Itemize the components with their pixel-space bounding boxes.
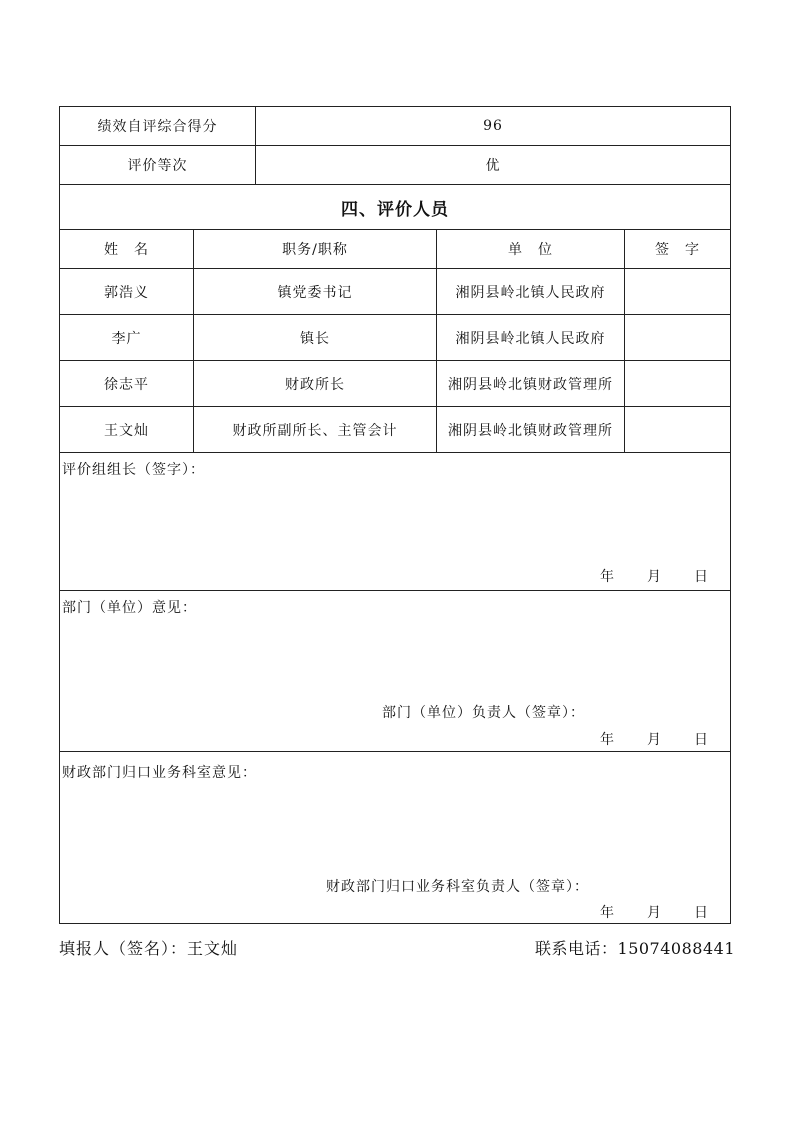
row-unit: 湘阴县岭北镇财政管理所 (448, 422, 613, 439)
score-label: 绩效自评综合得分 (97, 119, 218, 135)
row-name: 王文灿 (104, 422, 149, 439)
leader-date-day: 日 (694, 569, 708, 585)
leader-signature-label: 评价组组长（签字）： (62, 462, 205, 478)
header-unit: 单 位 (508, 242, 553, 258)
leader-date-year: 年 (600, 569, 614, 585)
finance-opinion-label: 财政部门归口业务科室意见： (62, 765, 257, 781)
header-name: 姓 名 (104, 242, 149, 258)
row-title: 财政所副所长、主管会计 (232, 422, 398, 439)
grade-label: 评价等次 (127, 158, 188, 174)
dept-date-month: 月 (647, 732, 661, 748)
finance-date-year: 年 (600, 905, 614, 921)
finance-signer-label: 财政部门归口业务科室负责人（签章）： (326, 879, 589, 895)
row-signature[interactable] (625, 361, 730, 406)
row-name: 徐志平 (104, 376, 149, 393)
header-signature: 签 字 (655, 242, 700, 258)
dept-date-year: 年 (600, 732, 614, 748)
dept-date-day: 日 (694, 732, 708, 748)
score-value: 96 (483, 118, 503, 134)
row-name: 李广 (111, 330, 142, 347)
contact-phone: 联系电话：15074088441 (535, 939, 735, 958)
filler-signature: 填报人（签名）：王文灿 (59, 939, 239, 958)
row-divider (59, 590, 731, 591)
row-unit: 湘阴县岭北镇人民政府 (455, 284, 606, 301)
row-signature[interactable] (625, 269, 730, 314)
row-signature[interactable] (625, 407, 730, 452)
row-divider (59, 751, 731, 752)
dept-opinion-label: 部门（单位）意见： (62, 600, 197, 616)
dept-signer-label: 部门（单位）负责人（签章）： (382, 705, 585, 721)
row-unit: 湘阴县岭北镇财政管理所 (448, 376, 613, 393)
row-title: 镇党委书记 (277, 284, 353, 301)
row-unit: 湘阴县岭北镇人民政府 (455, 330, 606, 347)
grade-value: 优 (485, 158, 501, 174)
leader-date-month: 月 (647, 569, 661, 585)
row-title: 财政所长 (285, 376, 345, 393)
finance-date-month: 月 (647, 905, 661, 921)
header-title: 职务/职称 (282, 242, 348, 258)
row-signature[interactable] (625, 315, 730, 360)
row-divider (59, 452, 731, 453)
row-title: 镇长 (300, 330, 330, 347)
row-name: 郭浩义 (104, 284, 149, 301)
section-title: 四、评价人员 (341, 199, 449, 220)
finance-date-day: 日 (694, 905, 708, 921)
